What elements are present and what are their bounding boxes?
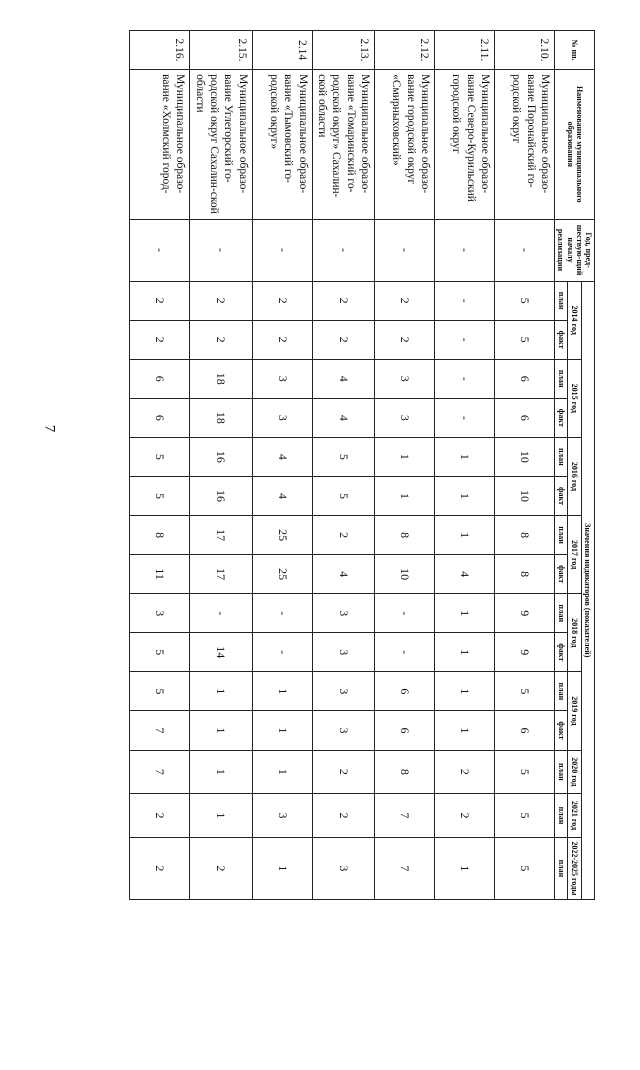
municipality-name: Муниципальное образо-вание Поронайский го-родской округ	[495, 70, 555, 219]
indicator-value: 1	[435, 711, 495, 750]
indicator-value: 1	[375, 476, 435, 515]
indicator-value: 2	[190, 281, 253, 320]
year-start-value: -	[190, 219, 253, 281]
indicator-value: 18	[190, 359, 253, 398]
indicator-value: 3	[252, 359, 312, 398]
header-year-2021: 2021 год	[568, 794, 581, 838]
indicator-value: 2	[190, 320, 253, 359]
indicator-value: 1	[190, 711, 253, 750]
indicator-value: 2	[130, 281, 190, 320]
indicator-value: 8	[495, 516, 555, 555]
header-plan: план	[555, 794, 568, 838]
indicator-value: 5	[130, 437, 190, 476]
indicator-value: 2	[130, 320, 190, 359]
indicator-value: 9	[495, 633, 555, 672]
indicator-value: 1	[252, 711, 312, 750]
table-row	[252, 31, 312, 900]
indicator-value: 8	[375, 750, 435, 794]
indicator-value: 3	[312, 711, 375, 750]
indicator-value: 1	[252, 750, 312, 794]
indicator-value: 5	[130, 633, 190, 672]
indicator-value: 7	[130, 750, 190, 794]
indicator-value: -	[252, 633, 312, 672]
indicator-value: 1	[435, 437, 495, 476]
row-number: 2.13.	[312, 31, 375, 70]
indicator-value: 4	[312, 398, 375, 437]
indicator-value: 7	[375, 794, 435, 838]
indicator-value: 2	[312, 794, 375, 838]
row-number: 2.11.	[435, 31, 495, 70]
indicators-table	[129, 30, 595, 900]
indicator-value: 3	[375, 398, 435, 437]
indicator-value: 14	[190, 633, 253, 672]
indicator-value: 5	[130, 672, 190, 711]
indicator-value: 5	[495, 281, 555, 320]
indicator-value: 2	[375, 281, 435, 320]
table-row	[375, 31, 435, 900]
header-year: 2018 год	[568, 594, 581, 672]
indicator-value: 3	[252, 794, 312, 838]
header-year: 2014 год	[568, 281, 581, 359]
header-plan: план	[555, 516, 568, 555]
indicator-value: 7	[130, 711, 190, 750]
indicator-value: 4	[252, 476, 312, 515]
indicator-value: 3	[312, 672, 375, 711]
indicator-value: 3	[312, 594, 375, 633]
year-start-value: -	[375, 219, 435, 281]
indicator-value: 11	[130, 555, 190, 594]
indicator-value: 6	[130, 398, 190, 437]
municipality-name: Муниципальное образо-вание Углегорский го-родской округ Сахалин-ской области	[190, 70, 253, 219]
year-start-value: -	[495, 219, 555, 281]
indicator-value: 1	[190, 672, 253, 711]
indicator-value: 6	[375, 711, 435, 750]
year-start-value: -	[252, 219, 312, 281]
indicator-value: 16	[190, 437, 253, 476]
page-number: 7	[41, 424, 58, 433]
indicator-value: 18	[190, 398, 253, 437]
indicator-value: 2	[312, 320, 375, 359]
indicator-value: 4	[252, 437, 312, 476]
municipality-name: Муниципальное образо-вание городской округ «Смирныховский»	[375, 70, 435, 219]
indicator-value: 5	[495, 320, 555, 359]
header-plan: план	[555, 359, 568, 398]
indicator-value: 2	[190, 837, 253, 899]
indicator-value: 1	[435, 672, 495, 711]
header-year: 2019 год	[568, 672, 581, 750]
indicator-value: 1	[252, 837, 312, 899]
indicator-value: 7	[375, 837, 435, 899]
municipality-name: Муниципальное образо-вание Северо-Курильский городской округ	[435, 70, 495, 219]
indicator-value: 3	[130, 594, 190, 633]
header-year: 2015 год	[568, 359, 581, 437]
indicator-value: 1	[435, 476, 495, 515]
indicator-value: -	[435, 398, 495, 437]
header-name: Наименование муниципального образования	[555, 70, 595, 219]
indicator-value: 5	[495, 837, 555, 899]
indicator-value: 2	[252, 320, 312, 359]
municipality-name: Муниципальное образо-вание «Томаринский го-родской округ» Сахалин-ской области	[312, 70, 375, 219]
header-year: 2017 год	[568, 516, 581, 594]
row-number: 2.12.	[375, 31, 435, 70]
header-plan: план	[555, 672, 568, 711]
indicator-value: 6	[495, 359, 555, 398]
indicator-value: 3	[375, 359, 435, 398]
indicator-value: 6	[375, 672, 435, 711]
indicator-value: 1	[375, 437, 435, 476]
header-fact: факт	[555, 711, 568, 750]
indicator-value: 16	[190, 476, 253, 515]
indicator-value: -	[435, 320, 495, 359]
indicator-value: 1	[435, 633, 495, 672]
indicator-value: 2	[312, 750, 375, 794]
table-body	[130, 31, 555, 900]
indicator-value: -	[375, 633, 435, 672]
indicator-value: 3	[312, 837, 375, 899]
indicator-value: 1	[435, 837, 495, 899]
header-fact: факт	[555, 320, 568, 359]
year-start-value: -	[312, 219, 375, 281]
rotated-table-container	[145, 30, 595, 1070]
indicator-value: 10	[495, 437, 555, 476]
indicator-value: 17	[190, 516, 253, 555]
header-year-start: Год, пред-шествую-щий началу реализации	[555, 219, 595, 281]
indicator-value: 4	[312, 555, 375, 594]
header-fact: факт	[555, 633, 568, 672]
header-plan: план	[555, 594, 568, 633]
indicator-value: 6	[130, 359, 190, 398]
indicator-value: 1	[190, 794, 253, 838]
header-plan: план	[555, 281, 568, 320]
indicator-value: 5	[130, 476, 190, 515]
indicator-value: -	[252, 594, 312, 633]
indicator-value: 3	[252, 398, 312, 437]
header-plan: план	[555, 437, 568, 476]
indicator-value: 2	[252, 281, 312, 320]
indicator-value: 8	[130, 516, 190, 555]
indicator-value: 10	[495, 476, 555, 515]
indicator-value: 5	[495, 750, 555, 794]
indicator-value: -	[435, 359, 495, 398]
municipality-name: Муниципальное образо-вание «Тымовский го-родской округ»	[252, 70, 312, 219]
indicator-value: 25	[252, 516, 312, 555]
indicator-value: 2	[130, 794, 190, 838]
header-plan: план	[555, 750, 568, 794]
indicator-value: 2	[312, 516, 375, 555]
indicator-value: 1	[252, 672, 312, 711]
row-number: 2.14	[252, 31, 312, 70]
indicator-value: 2	[375, 320, 435, 359]
header-fact: факт	[555, 398, 568, 437]
indicator-value: 6	[495, 711, 555, 750]
indicator-value: 2	[130, 837, 190, 899]
header-plan: план	[555, 837, 568, 899]
indicator-value: 3	[312, 633, 375, 672]
year-start-value: -	[130, 219, 190, 281]
indicator-value: 5	[312, 476, 375, 515]
indicator-value: 17	[190, 555, 253, 594]
indicator-value: 4	[312, 359, 375, 398]
table-row	[190, 31, 253, 900]
indicator-value: 8	[375, 516, 435, 555]
indicator-value: 10	[375, 555, 435, 594]
year-start-value: -	[435, 219, 495, 281]
indicator-value: -	[435, 281, 495, 320]
indicator-value: 1	[190, 750, 253, 794]
row-number: 2.10.	[495, 31, 555, 70]
table-row	[130, 31, 190, 900]
indicator-value: 25	[252, 555, 312, 594]
header-fact: факт	[555, 555, 568, 594]
indicator-value: 2	[435, 750, 495, 794]
indicator-value: 6	[495, 398, 555, 437]
header-year-2020: 2020 год	[568, 750, 581, 794]
header-fact: факт	[555, 476, 568, 515]
header-num: № пп.	[555, 31, 595, 70]
indicator-value: 4	[435, 555, 495, 594]
indicator-value: 9	[495, 594, 555, 633]
indicator-value: 5	[495, 672, 555, 711]
indicator-value: 5	[312, 437, 375, 476]
indicator-value: -	[190, 594, 253, 633]
row-number: 2.15.	[190, 31, 253, 70]
header-indicators: Значения индикаторов (показателей)	[581, 281, 594, 899]
header-year-2022: 2022-2025 годы	[568, 837, 581, 899]
table-row	[435, 31, 495, 900]
header-year: 2016 год	[568, 437, 581, 515]
indicator-value: 1	[435, 594, 495, 633]
indicator-value: 5	[495, 794, 555, 838]
indicator-value: 8	[495, 555, 555, 594]
municipality-name: Муниципальное образо-вание «Холмский город-	[130, 70, 190, 219]
table-row	[495, 31, 555, 900]
indicator-value: -	[375, 594, 435, 633]
indicator-value: 1	[435, 516, 495, 555]
indicator-value: 2	[435, 794, 495, 838]
table-row	[312, 31, 375, 900]
indicator-value: 2	[312, 281, 375, 320]
row-number: 2.16.	[130, 31, 190, 70]
